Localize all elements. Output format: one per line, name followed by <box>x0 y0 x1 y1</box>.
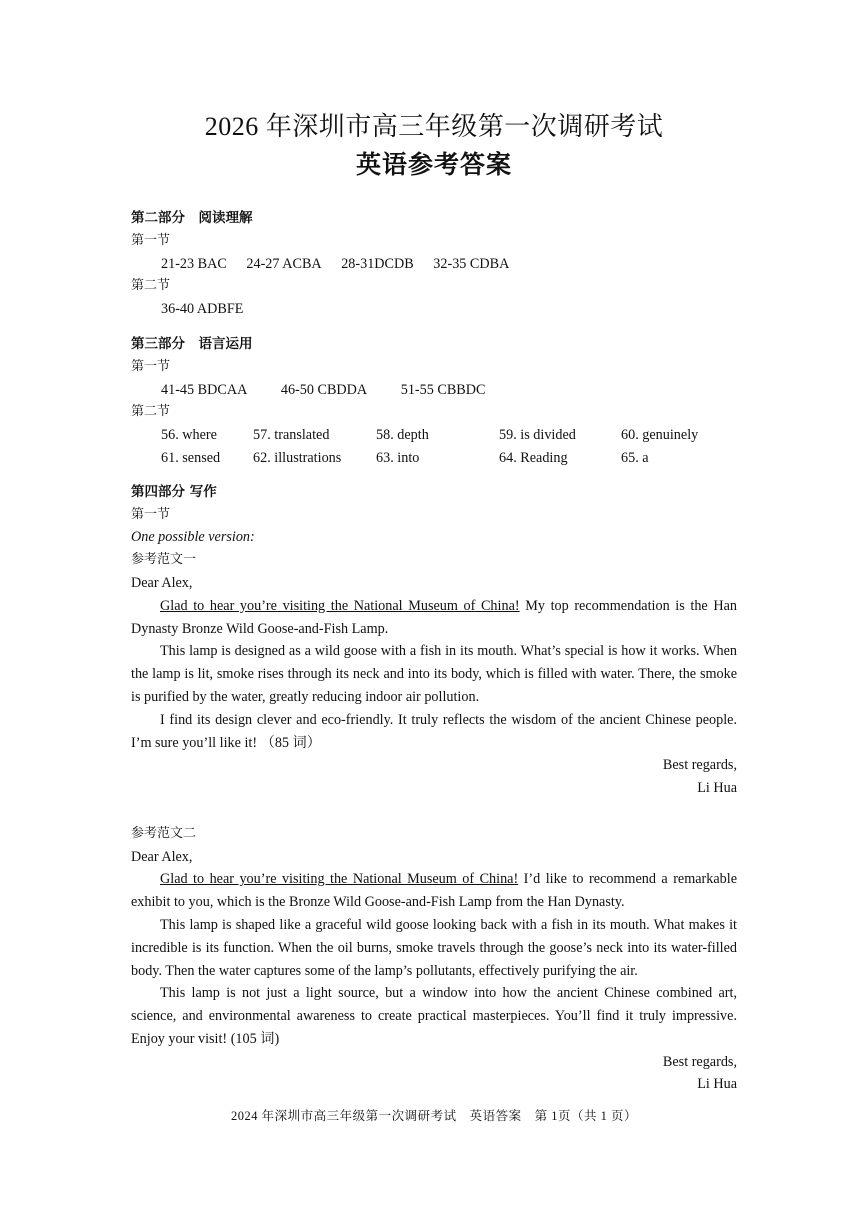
part3-sec1-label: 第一节 <box>131 358 171 374</box>
essay2-closing: Best regards, <box>662 1053 737 1070</box>
part2-sec1-answers <box>131 253 737 276</box>
essay1-paragraph-2: This lamp is designed as a wild goose with a fish in its mouth. What’s special is how it works. When the lamp is lit, smoke rises through its neck and into its body, which is filled with water. There, the smoke is purified by the water, greatly reducing indoor air pollution. <box>131 643 737 705</box>
answer-group: 24-27 ACBA <box>246 255 322 272</box>
answer-group: 32-35 CDBA <box>433 255 510 272</box>
part4-sec1-label: 第一节 <box>131 506 171 522</box>
essay2-underlined-opening: Glad to hear you’re visiting the National Museum of China! <box>160 871 519 888</box>
answer-group: 28-31DCDB <box>341 255 414 272</box>
essay2-paragraph-1 <box>131 868 737 914</box>
answer-key-title: 英语参考答案 <box>355 150 512 179</box>
fill-answer: 59. is divided <box>499 427 576 444</box>
fill-answer: 64. Reading <box>499 449 568 466</box>
fill-answer: 57. translated <box>253 427 330 444</box>
fill-answer: 62. illustrations <box>253 449 342 466</box>
essay1-underlined-opening: Glad to hear you’re visiting the National Museum of China! <box>160 597 520 614</box>
essay1-greeting: Dear Alex, <box>131 574 193 591</box>
answer-group: 51-55 CBBDC <box>400 381 486 398</box>
fill-answer: 60. genuinely <box>621 427 699 444</box>
essay2-paragraph-2: This lamp is shaped like a graceful wild goose looking back with a fish in its mouth. What makes it incredible is its function. When the oil burns, smoke travels through the goose’s neck into its water-filled body. Then the water captures some of the lamp’s pollutants, effectively purifying the air. <box>131 916 737 979</box>
fill-row-1 <box>131 424 737 447</box>
fill-row-2 <box>131 447 737 470</box>
fill-answer: 61. sensed <box>161 449 221 466</box>
answer-group: 46-50 CBDDA <box>280 381 368 398</box>
essay1-label: 参考范文一 <box>131 552 197 568</box>
essay2-greeting: Dear Alex, <box>131 848 193 865</box>
part2-heading: 第二部分 阅读理解 <box>131 210 253 226</box>
fill-answer: 65. a <box>621 449 649 466</box>
fill-answer: 56. where <box>161 427 217 444</box>
exam-title: 2026 年深圳市高三年级第一次调研考试 <box>204 112 664 141</box>
essay1-p1-rest: My top recommendation is the Han Dynasty Bronze Wild Goose-and-Fish Lamp. <box>131 597 737 637</box>
part3-sec2-label: 第二节 <box>131 404 171 420</box>
essay2-p1-rest: I’d like to recommend a remarkable exhibit to you, which is the Bronze Wild Goose-and-Fish Lamp from the Han Dynasty. <box>131 871 737 911</box>
part2-sec2-label: 第二节 <box>131 278 171 294</box>
version-label: One possible version: <box>131 529 255 546</box>
part2-sec1-label: 第一节 <box>131 232 171 248</box>
answer-group: 36-40 ADBFE <box>161 301 244 318</box>
answer-body <box>131 207 737 1096</box>
answer-group: 21-23 BAC <box>161 255 227 272</box>
part2-sec2-answers <box>131 298 737 321</box>
essay1-paragraph-3: I find its design clever and eco-friendly. It truly reflects the wisdom of the ancient Chinese people. I’m sure you’ll like it! （85 词） <box>131 711 737 751</box>
essay2-paragraph-3: This lamp is not just a light source, but a window into how the ancient Chinese combined art, science, and environmental awareness to create practical masterpieces. You’ll find it truly impressive. Enjoy your visit! (105 词) <box>131 985 737 1047</box>
part3-heading: 第三部分 语言运用 <box>131 335 253 352</box>
essay2-signature: Li Hua <box>697 1076 737 1093</box>
part4-heading: 第四部分 写作 <box>131 483 217 500</box>
essay1-signature: Li Hua <box>697 780 737 797</box>
essay1-paragraph-1 <box>131 595 737 641</box>
page-footer: 2024 年深圳市高三年级第一次调研考试 英语答案 第 1页（共 1 页） <box>230 1109 637 1123</box>
fill-answer: 63. into <box>376 449 420 466</box>
fill-answer: 58. depth <box>376 427 429 444</box>
answer-group: 41-45 BDCAA <box>161 381 248 398</box>
essay2-label: 参考范文二 <box>131 825 197 841</box>
essay1-closing: Best regards, <box>662 757 737 774</box>
part3-sec1-answers <box>131 379 737 402</box>
